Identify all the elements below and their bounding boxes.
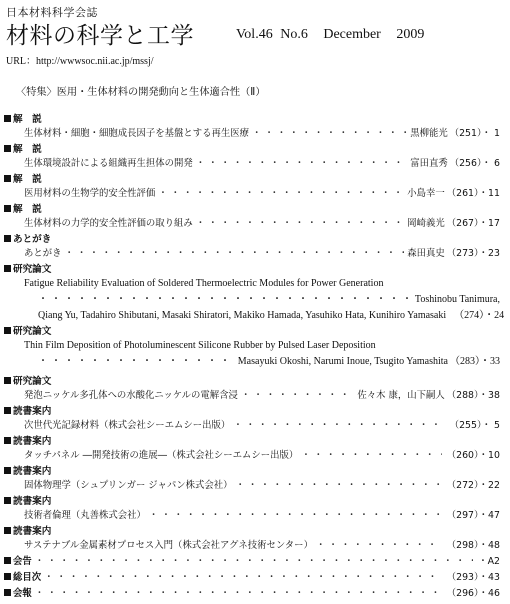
bullet-square-icon	[4, 527, 11, 534]
bullet-square-icon	[4, 145, 11, 152]
society-name: 日本材料科学会誌	[6, 6, 98, 19]
bullet-square-icon	[4, 573, 11, 580]
entry-author: 小島幸一	[407, 188, 445, 199]
entry-title: あとがき	[24, 248, 62, 259]
dot-leader	[149, 508, 442, 524]
issue-month: December	[323, 27, 381, 42]
entry-page: （261）・11	[446, 188, 500, 199]
section-heading: 解 説	[4, 142, 510, 158]
entry-title: サステナブル金属素材プロセス入門（株式会社アグネ技術センター）	[24, 540, 313, 551]
toc-entry[interactable]	[24, 508, 500, 524]
entry-author: 佐々木 康，山下嗣人	[357, 390, 445, 401]
section-heading: 読書案内	[4, 404, 510, 420]
dot-leader	[158, 186, 404, 202]
entry-title[interactable]: Thin Film Deposition of Photoluminescent Silicone Rubber by Pulsed Laser Deposition	[24, 340, 376, 351]
entry-page: （267）・17	[446, 218, 500, 229]
entry-title: 会報	[13, 588, 32, 599]
dot-leader	[233, 418, 444, 434]
entry-title: 技術者倫理（丸善株式会社）	[24, 510, 146, 521]
toc-entry[interactable]	[24, 216, 500, 232]
entry-page: （293）・43	[446, 572, 500, 583]
toc-entry[interactable]	[24, 186, 500, 202]
section-heading: 研究論文	[4, 262, 510, 278]
entry-page: （273）・23	[446, 248, 500, 259]
toc-entry[interactable]	[4, 586, 500, 602]
dot-leader	[301, 448, 441, 464]
toc-entry-authors	[38, 308, 505, 324]
bullet-square-icon	[4, 467, 11, 474]
entry-page: （256）・ 6	[449, 158, 500, 169]
section-heading: 研究論文	[4, 374, 510, 390]
dot-leader	[196, 216, 404, 232]
entry-title: タッチパネル ―開発技術の進展―（株式会社シーエムシー出版）	[24, 450, 299, 461]
issue-number: No.6	[280, 27, 308, 42]
bullet-square-icon	[4, 407, 11, 414]
entry-page: （296）・46	[446, 588, 500, 599]
dot-leader	[44, 570, 442, 586]
section-heading: 読書案内	[4, 464, 510, 480]
dot-leader	[65, 246, 405, 262]
bullet-square-icon	[4, 497, 11, 504]
bullet-square-icon	[4, 437, 11, 444]
dot-leader	[235, 478, 441, 494]
toc-entry-authors	[24, 354, 500, 370]
entry-page: （272）・22	[446, 480, 500, 491]
bullet-square-icon	[4, 205, 11, 212]
toc-entry[interactable]	[24, 388, 500, 404]
toc-entry[interactable]	[24, 156, 500, 172]
bullet-square-icon	[4, 557, 11, 564]
bullet-square-icon	[4, 235, 11, 242]
volume: Vol.46	[236, 27, 273, 42]
dot-leader	[196, 156, 407, 172]
toc-entry[interactable]	[4, 554, 500, 570]
entry-authors: Qiang Yu, Tadahiro Shibutani, Masaki Shiratori, Makiko Hamada, Yasuhiko Hata, Kunihiro Yamasaki	[38, 310, 447, 321]
toc-entry-authors	[24, 292, 500, 308]
entry-author: 森田真史	[407, 248, 445, 259]
entry-page: （255）・ 5	[449, 420, 500, 431]
issue-info	[236, 27, 428, 43]
entry-page: （297）・47	[446, 510, 500, 521]
entry-page: （260）・10	[446, 450, 500, 461]
toc-entry[interactable]	[24, 538, 500, 554]
entry-title[interactable]: Fatigue Reliability Evaluation of Soldered Thermoelectric Modules for Power Generation	[24, 278, 384, 289]
dot-leader	[38, 354, 235, 370]
bullet-square-icon	[4, 115, 11, 122]
toc-entry[interactable]	[24, 246, 500, 262]
entry-page: （283）・33	[450, 356, 500, 367]
section-heading: 解 説	[4, 202, 510, 218]
section-heading: 解 説	[4, 112, 510, 128]
bullet-square-icon	[4, 377, 11, 384]
feature-title: 〈特集〉医用・生体材料の開発動向と生体適合性（Ⅱ）	[16, 87, 266, 98]
dot-leader	[38, 292, 412, 308]
entry-page: （298）・48	[446, 540, 500, 551]
entry-author: Toshinobu Tanimura,	[414, 294, 500, 305]
dot-leader	[35, 586, 442, 602]
entry-author: 岡崎義光	[407, 218, 445, 229]
toc-entry[interactable]	[24, 418, 500, 434]
dot-leader	[241, 388, 354, 404]
entry-title: 生体材料・細胞・細胞成長因子を基盤とする再生医療	[24, 128, 250, 139]
entry-title: 総目次	[13, 572, 42, 583]
section-heading: 解 説	[4, 172, 510, 188]
bullet-square-icon	[4, 589, 11, 596]
dot-leader	[316, 538, 442, 554]
issue-year: 2009	[396, 27, 425, 42]
section-heading: あとがき	[4, 232, 510, 248]
entry-title: 生体環境設計による組織再生担体の開発	[24, 158, 193, 169]
entry-authors: Masayuki Okoshi, Narumi Inoue, Tsugito Yamashita	[237, 356, 448, 367]
entry-page: ・A2	[478, 556, 500, 567]
entry-author: 富田直秀	[410, 158, 448, 169]
bullet-square-icon	[4, 265, 11, 272]
entry-page: （251）・ 1	[449, 128, 500, 139]
entry-title: 生体材料の力学的安全性評価の取り組み	[24, 218, 193, 229]
toc-entry[interactable]	[4, 570, 500, 586]
entry-title: 固体物理学（シュプリンガー ジャパン株式会社）	[24, 480, 233, 491]
bullet-square-icon	[4, 327, 11, 334]
section-heading: 読書案内	[4, 494, 510, 510]
entry-author: 黒柳能光	[410, 128, 448, 139]
entry-title: 医用材料の生物学的安全性評価	[24, 188, 156, 199]
section-heading: 読書案内	[4, 434, 510, 450]
entry-title: 会告	[13, 556, 32, 567]
section-heading: 研究論文	[4, 324, 510, 340]
entry-page: （274）・24	[454, 310, 505, 321]
toc-entry[interactable]	[24, 126, 500, 142]
entry-title: 次世代光記録材料（株式会社シーエムシー出版）	[24, 420, 231, 431]
dot-leader	[35, 554, 473, 570]
journal-url[interactable]: URL：http://wwwsoc.nii.ac.jp/mssj/	[6, 56, 154, 67]
section-heading: 読書案内	[4, 524, 510, 540]
dot-leader	[252, 126, 407, 142]
toc-entry[interactable]	[24, 478, 500, 494]
journal-title: 材料の科学と工学	[6, 23, 194, 49]
toc-entry[interactable]	[24, 448, 500, 464]
entry-title: 発泡ニッケル多孔体への水酸化ニッケルの電解含浸	[24, 390, 238, 401]
entry-page: （288）・38	[446, 390, 500, 401]
bullet-square-icon	[4, 175, 11, 182]
